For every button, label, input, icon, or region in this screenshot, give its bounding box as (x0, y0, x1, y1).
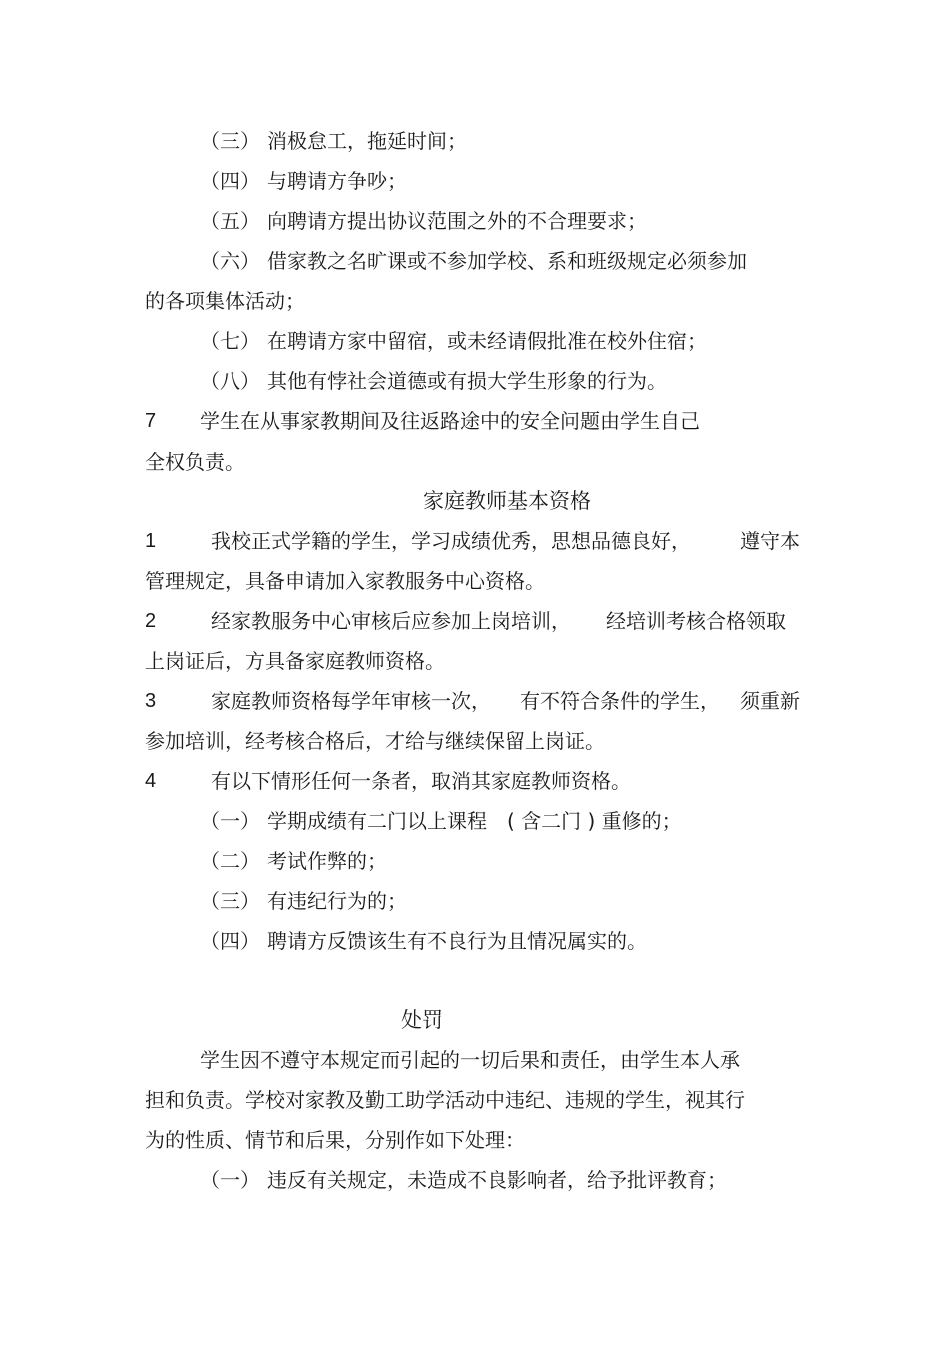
paragraph-line: 学生因不遵守本规定而引起的一切后果和责任，由学生本人承 (200, 1048, 740, 1072)
item-marker: （二） (200, 849, 260, 873)
item-text: 经家教服务中心审核后应参加上岗培训， (211, 609, 571, 633)
item-marker: （一） (200, 1168, 260, 1192)
item-text: 家庭教师资格每学年审核一次， (211, 689, 491, 713)
paragraph-line: 担和负责。学校对家教及勤工助学活动中违纪、违规的学生，视其行 (145, 1088, 745, 1112)
item-text-tail: 遵守本 (740, 529, 800, 553)
section-title: 家庭教师基本资格 (423, 489, 591, 513)
item-text: 我校正式学籍的学生，学习成绩优秀，思想品德良好， (211, 529, 691, 553)
item-marker: （四） (200, 929, 260, 953)
item-number: 1 (145, 530, 157, 552)
item-marker: （八） (200, 369, 260, 393)
item-text: 学生在从事家教期间及往返路途中的安全问题由学生自己 (200, 409, 700, 433)
item-text-tail: 须重新 (740, 689, 800, 713)
item-marker: （六） (200, 249, 260, 273)
item-text: 聘请方反馈该生有不良行为且情况属实的。 (267, 929, 647, 953)
item-text-tail: 经培训考核合格领取 (606, 609, 786, 633)
item-continuation: 的各项集体活动； (145, 289, 305, 313)
item-continuation: 管理规定，具备申请加入家教服务中心资格。 (145, 569, 545, 593)
item-marker: （三） (200, 889, 260, 913)
item-text: 在聘请方家中留宿，或未经请假批准在校外住宿； (267, 329, 707, 353)
item-continuation: 参加培训，经考核合格后，才给与继续保留上岗证。 (145, 729, 605, 753)
item-continuation: 全权负责。 (145, 450, 245, 474)
item-text: 其他有悖社会道德或有损大学生形象的行为。 (267, 369, 667, 393)
item-number: 7 (145, 410, 157, 432)
item-marker: （五） (200, 209, 260, 233)
item-marker: （三） (200, 129, 260, 153)
item-text: 消极怠工，拖延时间； (267, 129, 467, 153)
item-text-middle: 有不符合条件的学生， (520, 689, 720, 713)
item-text: 借家教之名旷课或不参加学校、系和班级规定必须参加 (267, 249, 747, 273)
item-text: 学期成绩有二门以上课程 ( 含二门 ) 重修的； (267, 809, 682, 833)
item-number: 4 (145, 770, 157, 792)
item-text: 考试作弊的； (267, 849, 387, 873)
item-marker: （七） (200, 329, 260, 353)
paragraph-line: 为的性质、情节和后果，分别作如下处理： (145, 1128, 525, 1152)
section-title: 处罚 (401, 1008, 443, 1032)
item-number: 2 (145, 610, 157, 632)
item-text: 有违纪行为的； (267, 889, 407, 913)
item-marker: （一） (200, 809, 260, 833)
item-text: 向聘请方提出协议范围之外的不合理要求； (267, 209, 647, 233)
item-continuation: 上岗证后，方具备家庭教师资格。 (145, 649, 445, 673)
item-marker: （四） (200, 169, 260, 193)
item-text: 有以下情形任何一条者，取消其家庭教师资格。 (211, 769, 631, 793)
item-text: 与聘请方争吵； (267, 169, 407, 193)
item-text: 违反有关规定，未造成不良影响者，给予批评教育； (267, 1168, 727, 1192)
item-number: 3 (145, 690, 157, 712)
